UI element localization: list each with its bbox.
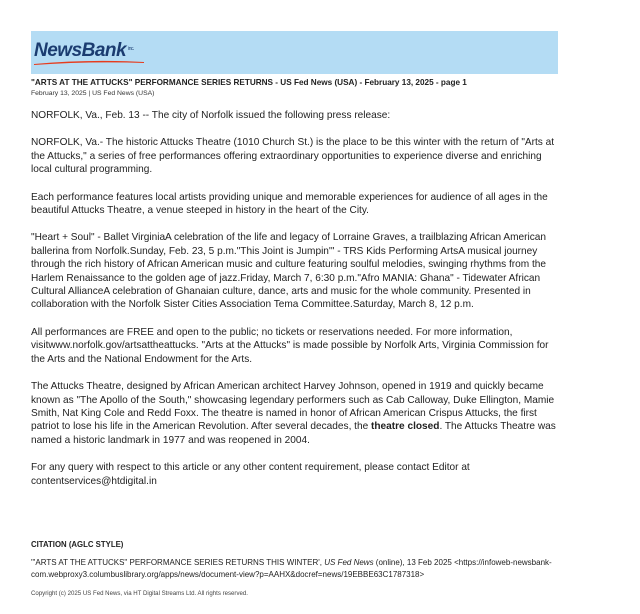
history-text-bold: theatre closed [371, 421, 440, 433]
article-paragraph: For any query with respect to this article or any other content requirement, please contact Editor at contentservices@htdigital.in [31, 462, 470, 487]
citation-heading: CITATION (AGLC STYLE) [31, 540, 124, 549]
history-text-before: The Attucks Theatre, designed by African American architect Harvey Johnson, opened in 1919 and quickly became known as "The Apollo of the South," showcasing legendary performers such as Cab Calloway, Duke Ellington, Mamie Smith, Nat King Cole and Redd Foxx. The theatre is named in honor of African American Crispus Attucks, the first patriot to lose his life in the American Revolution. After several decades, the [31, 381, 555, 433]
logo-bank-text: Bank [81, 40, 127, 61]
history-text-after: . The Attucks Theatre was named a historic landmark in 1977 and was reopened in 2004. [31, 421, 556, 446]
citation-after: (online), 13 Feb 2025 <https://infoweb-newsbank-com.webproxy3.columbuslibrary.org/apps/news/document-view?p=AAHX&docref=news/19EBBE63C1787318> [31, 558, 552, 579]
article-paragraph: NORFOLK, Va.- The historic Attucks Theatre (1010 Church St.) is the place to be this winter with the return of "Arts at the Attucks," a series of free performances offering extraordinary opportunities to experience diverse and enriching local cultural programming. [31, 137, 555, 176]
article-paragraph: "Heart + Soul" - Ballet VirginiaA celebration of the life and legacy of Lorraine Graves, a trailblazing African American ballerina from Norfolk.Sunday, Feb. 23, 5 p.m."This Joint is Jumpin'" - TRS Kids Performing ArtsA musical journey through the rich history of African American music and culture featuring soulful melodies, swinging rhythms from the Harlem Renaissance to the golden age of jazz.Friday, March 7, 6:30 p.m."Afro MANIA: Ghana" - Tidewater African Cultural AllianceA celebration of Ghanaian culture, dance, arts and music for the whole community. Presented in collaboration with the Norfolk Sister Cities Association Tema Committee.Saturday, March 8, 12 p.m. [31, 232, 547, 311]
logo-news-text: News [34, 40, 82, 61]
article-paragraph: All performances are FREE and open to the public; no tickets or reservations needed. For more information, visitwww.norfolk.gov/artsattheattucks. "Arts at the Attucks" is made possible by Norfolk Arts, Virginia Commission for the Arts and the National Endowment for the Arts. [31, 326, 549, 365]
newsbank-banner [31, 31, 558, 74]
logo-swoosh-icon [34, 60, 144, 65]
copyright-notice: Copyright (c) 2025 US Fed News, via HT Digital Streams Ltd. All rights reserved. [31, 590, 248, 597]
citation-before: '"ARTS AT THE ATTUCKS" PERFORMANCE SERIES RETURNS THIS WINTER', [31, 558, 325, 567]
article-body [31, 109, 561, 502]
article-paragraph-history [31, 380, 561, 447]
citation-source: US Fed News [324, 558, 374, 567]
article-paragraph: NORFOLK, Va., Feb. 13 -- The city of Norfolk issued the following press release: [31, 110, 391, 121]
article-paragraph: Each performance features local artists providing unique and memorable experiences for audience of all ages in the beautiful Attucks Theatre, a venue steeped in history in the heart of the City. [31, 191, 548, 217]
document-title: "ARTS AT THE ATTUCKS" PERFORMANCE SERIES RETURNS - US Fed News (USA) - February 13, 2025 - page 1 [31, 78, 467, 87]
newsbank-logo [34, 40, 134, 62]
citation-text [31, 557, 561, 581]
logo-inc-text: inc. [128, 46, 134, 52]
document-meta: February 13, 2025 | US Fed News (USA) [31, 90, 155, 97]
